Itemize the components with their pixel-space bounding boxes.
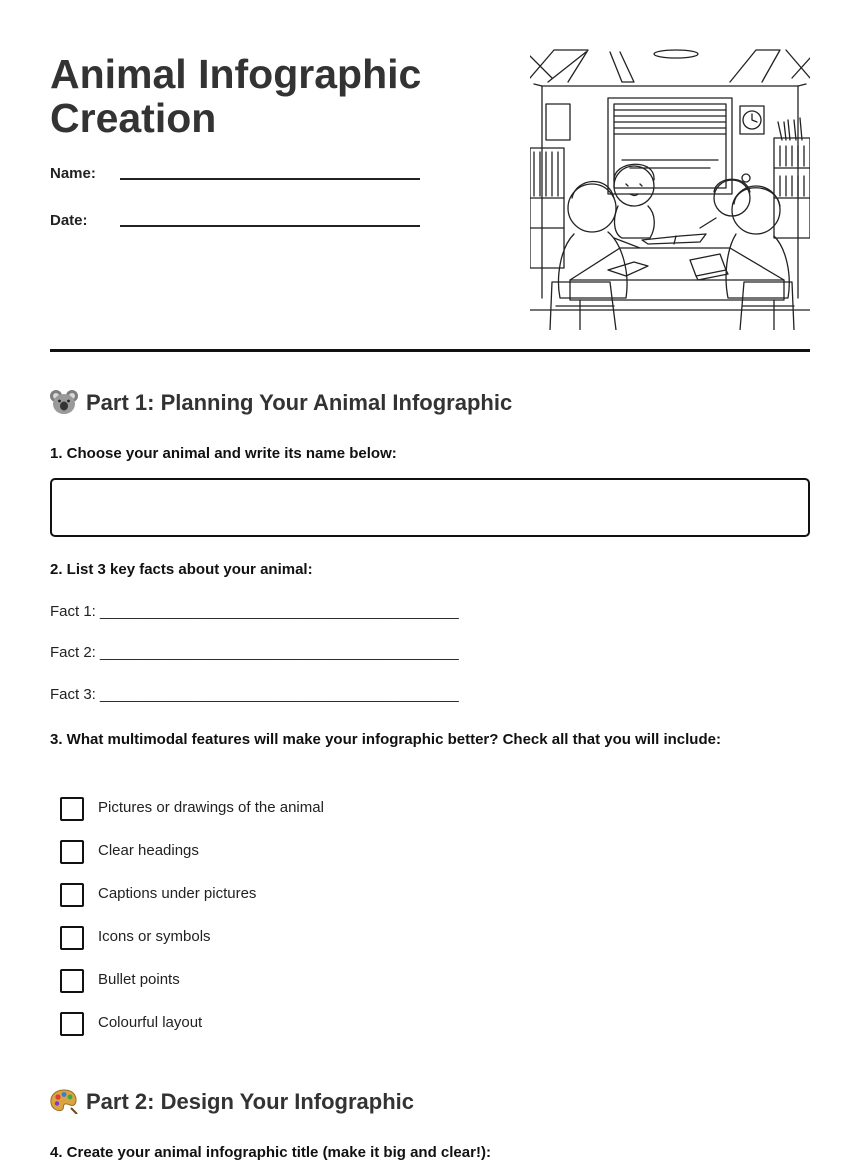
part2-heading-text: Part 2: Design Your Infographic: [86, 1089, 415, 1114]
checkbox[interactable]: [60, 883, 84, 907]
animal-name-box[interactable]: [50, 478, 810, 537]
question-4: 4. Create your animal infographic title (make it big and clear!):: [50, 1144, 491, 1161]
worksheet-page: [50, 0, 810, 1161]
feature-label: Clear headings: [98, 842, 199, 859]
feature-label: Colourful layout: [98, 1014, 203, 1031]
name-field: [50, 165, 420, 189]
fact-2-line[interactable]: Fact 2: ___________________________________________: [50, 644, 459, 661]
date-line[interactable]: [120, 225, 420, 227]
question-1: 1. Choose your animal and write its name below:: [50, 445, 397, 462]
date-field: [50, 212, 420, 236]
koala-icon: [50, 389, 78, 415]
checkbox[interactable]: [60, 969, 84, 993]
part1-heading-text: Part 1: Planning Your Animal Infographic: [86, 390, 513, 415]
section-divider: [50, 349, 810, 352]
title-line-1: Animal Infographic: [50, 51, 422, 97]
feature-bullets[interactable]: [60, 969, 560, 993]
feature-label: Icons or symbols: [98, 928, 211, 945]
checkbox[interactable]: [60, 797, 84, 821]
name-line[interactable]: [120, 178, 420, 180]
palette-icon: [50, 1088, 78, 1114]
feature-captions[interactable]: [60, 883, 560, 907]
fact-3-line[interactable]: Fact 3: ___________________________________________: [50, 686, 459, 703]
name-label: Name:: [50, 165, 96, 182]
question-3: 3. What multimodal features will make your infographic better? Check all that you will include:: [50, 731, 721, 748]
title-line-2: Creation: [50, 95, 217, 141]
checkbox[interactable]: [60, 840, 84, 864]
feature-layout[interactable]: [60, 1012, 560, 1036]
feature-icons[interactable]: [60, 926, 560, 950]
feature-label: Captions under pictures: [98, 885, 257, 902]
checkbox[interactable]: [60, 926, 84, 950]
feature-pictures[interactable]: [60, 797, 560, 821]
checkbox[interactable]: [60, 1012, 84, 1036]
part2-heading: [50, 1088, 414, 1115]
question-2: 2. List 3 key facts about your animal:: [50, 561, 313, 578]
part1-heading: [50, 389, 512, 416]
date-label: Date:: [50, 212, 88, 229]
feature-label: Bullet points: [98, 971, 180, 988]
feature-label: Pictures or drawings of the animal: [98, 799, 324, 816]
fact-1-line[interactable]: Fact 1: ___________________________________________: [50, 603, 459, 620]
page-title: [50, 52, 470, 140]
classroom-illustration: [530, 48, 810, 330]
feature-headings[interactable]: [60, 840, 560, 864]
